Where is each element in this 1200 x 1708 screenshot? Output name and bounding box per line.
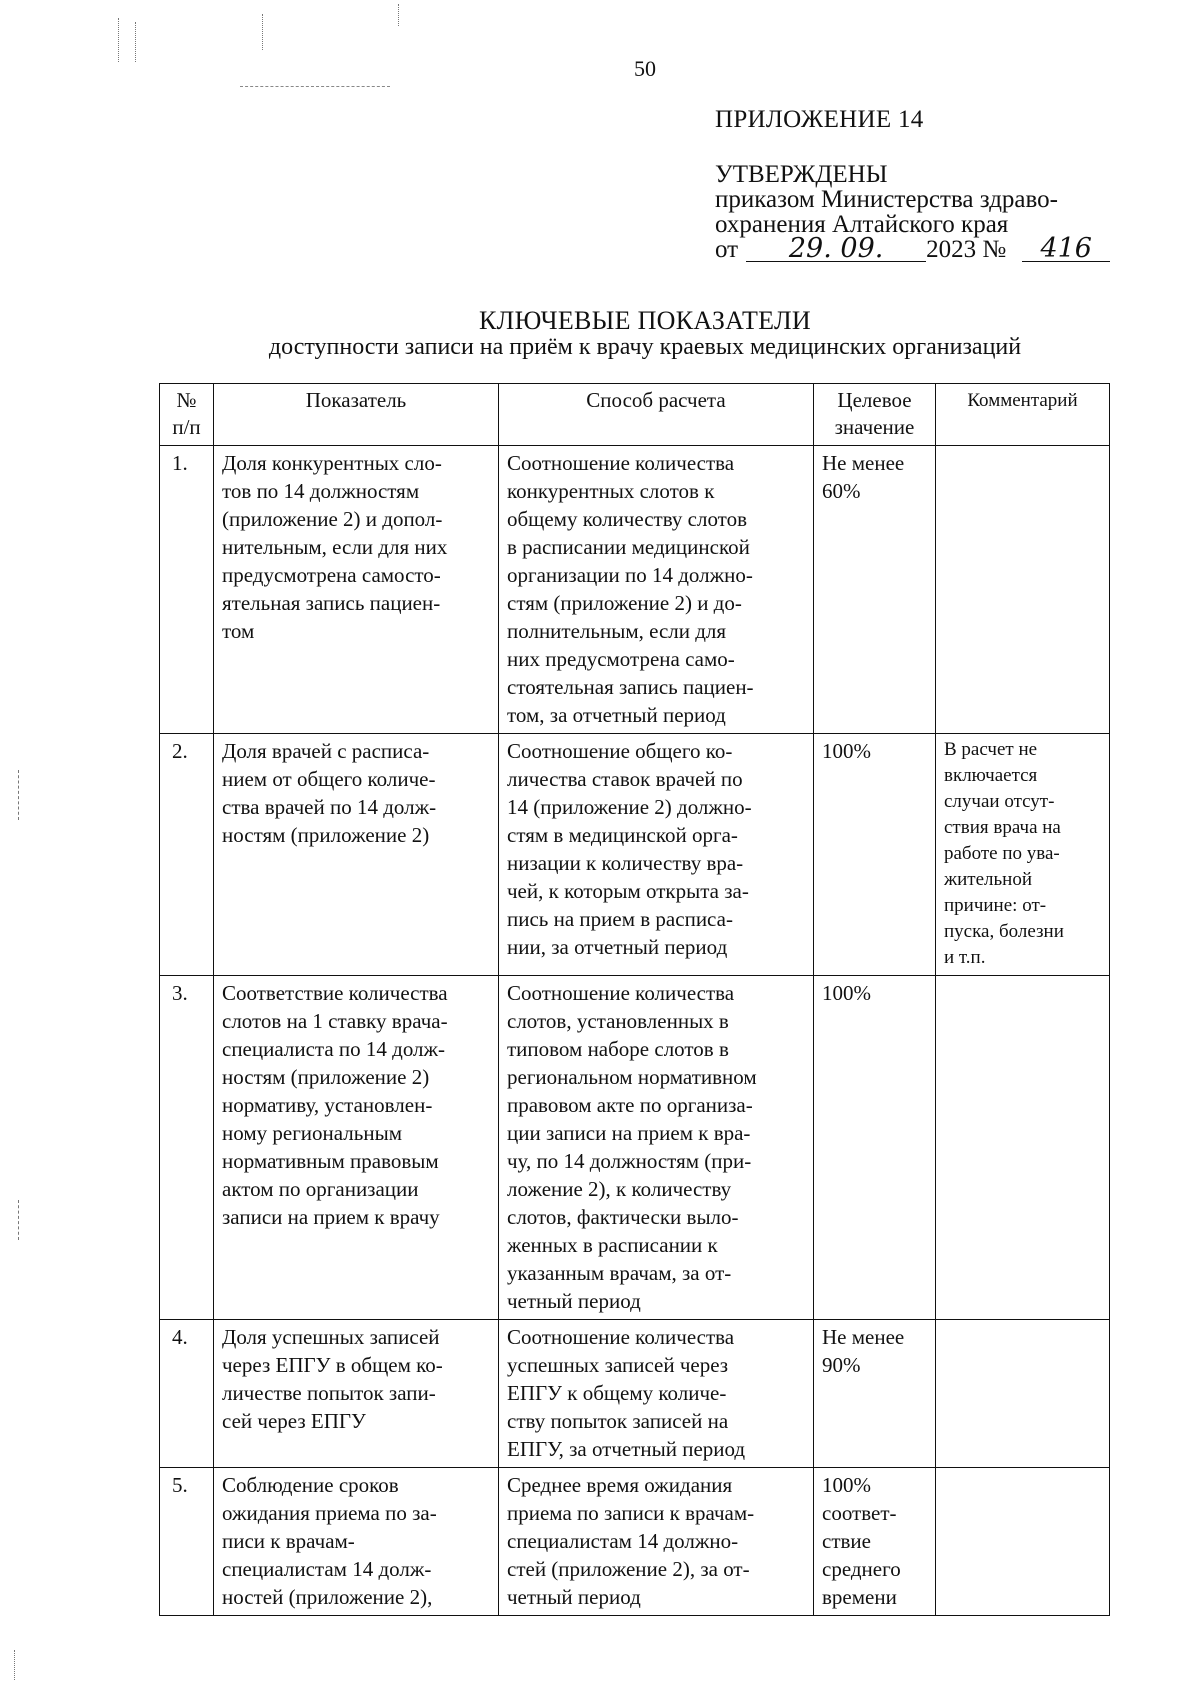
row-target	[814, 1468, 936, 1616]
row-comment	[936, 734, 1110, 976]
row-target	[814, 1320, 936, 1468]
row-target-text: Не менее 60%	[822, 451, 905, 503]
row-indicator-text: Соблюдение сроков ожидания приема по за- писи к врачам- специалистам 14 долж- ностей (приложение 2),	[222, 1473, 437, 1609]
approval-line-2: охранения Алтайского края	[715, 211, 1009, 238]
approval-date-line	[715, 233, 1110, 264]
scan-mark	[18, 770, 19, 820]
header-method	[499, 384, 814, 446]
row-method-text: Соотношение количества слотов, установленных в типовом наборе слотов в региональном нормативном правовом акте по организа- ции записи на прием к вра- чу, по 14 должностям (при- ложение 2), к количеству слотов, фактически выло- женных в расписании к указанным врачам, за от- четный период	[507, 981, 757, 1313]
row-comment	[936, 1468, 1110, 1616]
row-method-text: Соотношение количества конкурентных слотов к общему количеству слотов в расписании медицинской организации по 14 должно- стям (приложение 2) и до- полнительным, если для них предусмотрена само- стоятельная запись пациен- том, за отчетный период	[507, 451, 754, 727]
row-num	[160, 976, 214, 1320]
table-row	[160, 446, 1110, 734]
row-num-text: 5.	[172, 1473, 188, 1497]
row-target-text: 100%	[822, 739, 871, 763]
table-header-row	[160, 384, 1110, 446]
row-comment-text: В расчет не включается случаи отсут- ствия врача на работе по ува- жительной причине: от- пуска, болезни и т.п.	[944, 739, 1064, 968]
table-row	[160, 734, 1110, 976]
row-indicator	[214, 976, 499, 1320]
approval-heading: УТВЕРЖДЕНЫ	[715, 161, 888, 188]
indicators-table	[159, 383, 1110, 1616]
row-comment	[936, 1320, 1110, 1468]
row-method-text: Соотношение количества успешных записей через ЕПГУ к общему количе- ству попыток записей на ЕПГУ, за отчетный период	[507, 1325, 746, 1461]
table-row	[160, 1320, 1110, 1468]
header-comment-text: Комментарий	[967, 390, 1078, 411]
approval-line-1: приказом Министерства здраво-	[715, 186, 1058, 213]
scan-mark	[18, 1200, 19, 1240]
row-method-text: Соотношение общего ко- личества ставок врачей по 14 (приложение 2) должно- стям в медицинской орга- низации к количеству вра- чей, к которым открыта за- пись на прием в расписа- нии, за отчетный период	[507, 739, 752, 959]
date-prefix: от	[715, 236, 739, 263]
header-num-text: № п/п	[172, 388, 201, 439]
row-method-text: Среднее время ожидания приема по записи к врачам- специалистам 14 должно- стей (приложение 2), за от- четный период	[507, 1473, 755, 1609]
row-method	[499, 976, 814, 1320]
table-row	[160, 1468, 1110, 1616]
row-indicator	[214, 1468, 499, 1616]
handwritten-date: 29. 09.	[746, 237, 926, 262]
table-row	[160, 976, 1110, 1320]
scan-mark	[262, 14, 263, 50]
row-method	[499, 1320, 814, 1468]
handwritten-number: 416	[1022, 237, 1110, 262]
row-comment	[936, 976, 1110, 1320]
appendix-label: ПРИЛОЖЕНИЕ 14	[715, 106, 924, 133]
row-target-text: 100%	[822, 981, 871, 1005]
page-number: 50	[634, 56, 656, 81]
row-target-text: 100% соответ- ствие среднего времени	[822, 1473, 901, 1609]
header-indicator-text: Показатель	[305, 388, 407, 412]
header-comment	[936, 384, 1110, 446]
approval-year: 2023 №	[926, 236, 1007, 263]
header-method-text: Способ расчета	[586, 388, 726, 412]
header-target	[814, 384, 936, 446]
row-num	[160, 1468, 214, 1616]
row-indicator-text: Доля успешных записей через ЕПГУ в общем ко- личестве попыток запи- сей через ЕПГУ	[222, 1325, 443, 1433]
row-num-text: 2.	[172, 739, 188, 763]
row-method	[499, 1468, 814, 1616]
scan-mark	[240, 86, 390, 87]
header-indicator	[214, 384, 499, 446]
row-method	[499, 446, 814, 734]
row-num	[160, 734, 214, 976]
row-num-text: 1.	[172, 451, 188, 475]
row-num-text: 4.	[172, 1325, 188, 1349]
row-target	[814, 446, 936, 734]
header-num	[160, 384, 214, 446]
row-indicator	[214, 734, 499, 976]
row-indicator	[214, 1320, 499, 1468]
row-num-text: 3.	[172, 981, 188, 1005]
row-method	[499, 734, 814, 976]
row-target	[814, 734, 936, 976]
row-target-text: Не менее 90%	[822, 1325, 905, 1377]
approval-block	[715, 162, 1110, 262]
row-indicator-text: Доля врачей с расписа- нием от общего количе- ства врачей по 14 долж- ностям (приложение 2)	[222, 739, 437, 847]
header-target-text: Целевое значение	[834, 388, 915, 439]
row-num	[160, 446, 214, 734]
row-indicator	[214, 446, 499, 734]
row-indicator-text: Доля конкурентных сло- тов по 14 должностям (приложение 2) и допол- нительным, если для них предусмотрена самосто- ятельная запись пациен- том	[222, 451, 448, 643]
row-num	[160, 1320, 214, 1468]
document-subtitle: доступности записи на приём к врачу краевых медицинских организаций	[268, 334, 1022, 360]
scan-mark	[14, 1650, 15, 1680]
row-target	[814, 976, 936, 1320]
scan-mark	[398, 4, 399, 26]
row-comment	[936, 446, 1110, 734]
row-indicator-text: Соответствие количества слотов на 1 ставку врача- специалиста по 14 долж- ностям (приложение 2) нормативу, установлен- ному региональным нормативным правовым актом по организации записи на прием к врачу	[222, 981, 448, 1229]
document-title: КЛЮЧЕВЫЕ ПОКАЗАТЕЛИ	[479, 306, 811, 335]
